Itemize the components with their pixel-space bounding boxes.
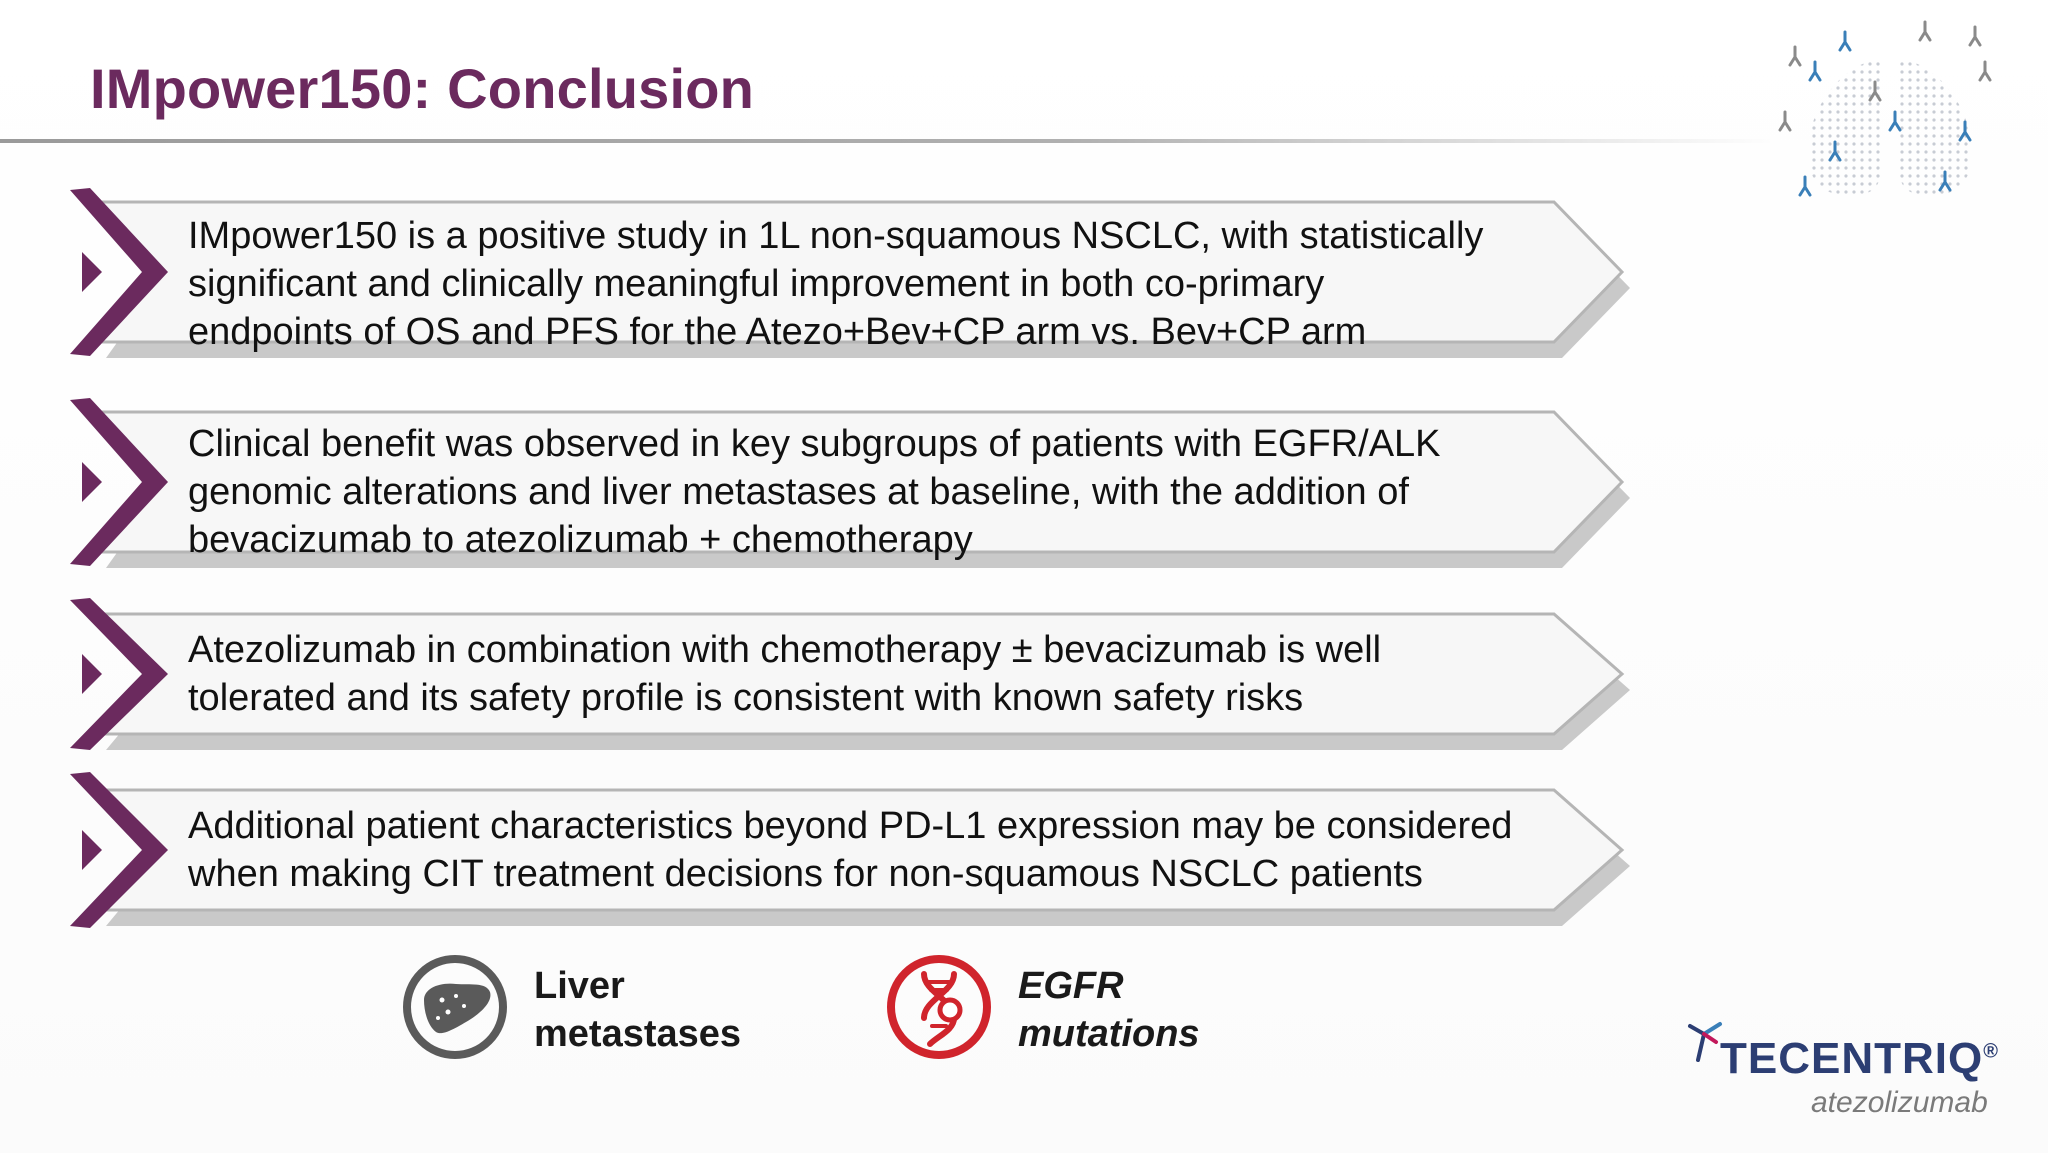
conclusion-item (60, 390, 1660, 590)
conclusion-item (60, 598, 1660, 768)
liver-icon (400, 952, 510, 1062)
conclusion-text: IMpower150 is a positive study in 1L non-squamous NSCLC, with statistically significant and clinically meaningful improvement in both co-primary endpoints of OS and PFS for the Atezo+Bev+CP arm vs. Bev+CP arm (188, 215, 1484, 353)
conclusion-list (60, 180, 1660, 940)
title-divider (0, 139, 1780, 143)
dna-icon (884, 952, 994, 1062)
conclusion-text: Clinical benefit was observed in key subgroups of patients with EGFR/ALK genomic alterations and liver metastases at baseline, with the addition of bevacizumab to atezolizumab + chemotherapy (188, 423, 1441, 561)
lungs-antibody-icon (1770, 20, 2010, 220)
key-subgroups (400, 950, 1300, 1070)
conclusion-item (60, 180, 1660, 380)
liver-metastases-label: Liver metastases (534, 965, 742, 1055)
conclusion-text: Additional patient characteristics beyond PD-L1 expression may be considered when making CIT treatment decisions for non-squamous NSCLC patients (188, 805, 1513, 895)
brand-name: TECENTRIQ® (1720, 1034, 1999, 1083)
brand-subtitle: atezolizumab (1811, 1086, 1988, 1119)
page-title: IMpower150: Conclusion (90, 57, 755, 120)
conclusion-text: Atezolizumab in combination with chemotherapy ± bevacizumab is well tolerated and its safety profile is consistent with known safety risks (188, 629, 1382, 719)
brand-logo (1680, 1010, 2000, 1120)
egfr-mutations-label: EGFR mutations (1018, 965, 1200, 1055)
conclusion-item (60, 772, 1660, 942)
